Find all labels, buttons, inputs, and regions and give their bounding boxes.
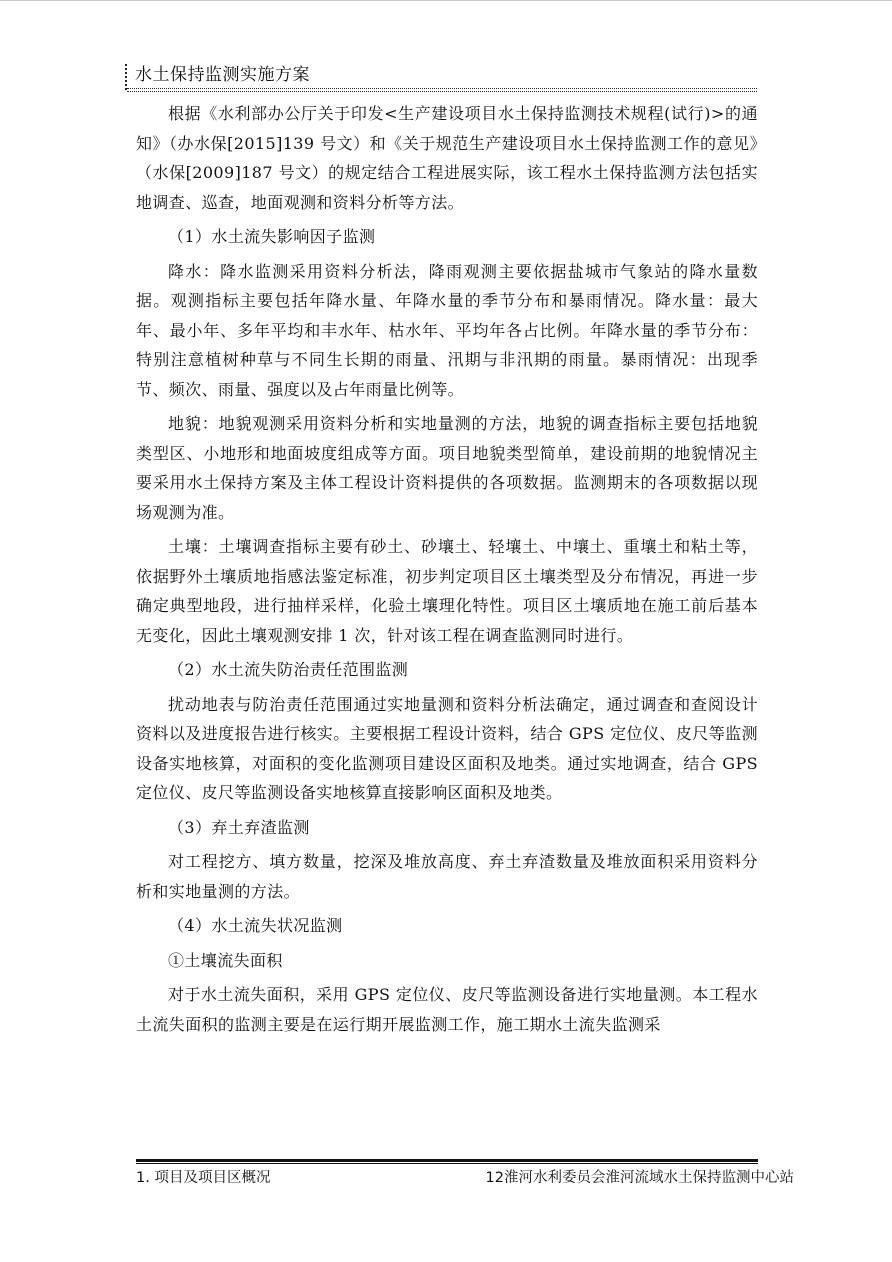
body-paragraph: 对于水土流失面积，采用 GPS 定位仪、皮尺等监测设备进行实地量测。本工程水土流失面积的监测主要是在运行期开展监测工作，施工期水土流失监测采 — [136, 985, 758, 1034]
section-heading: （4）水土流失状况监测 — [168, 916, 343, 935]
footer-chapter-label: 1. 项目及项目区概况 — [136, 1170, 271, 1186]
footer-page-and-organization: 12淮河水利委员会淮河流域水土保持监测中心站 — [485, 1170, 794, 1186]
section-heading: （1）水土流失影响因子监测 — [168, 227, 376, 246]
body-paragraph: 根据《水利部办公厅关于印发<生产建设项目水土保持监测技术规程(试行)>的通知》（办水保[2015]139 号文）和《关于规范生产建设项目水土保持监测工作的意见》（水保[2009]187 号文）的规定结合工程进展实际，该工程水土保持监测方法包括实地调查、巡查，地面观测和资料分析等方法。 — [136, 104, 758, 212]
running-header-title: 水土保持监测实施方案 — [135, 65, 310, 85]
header-divider-secondary — [127, 91, 757, 92]
section-heading: （3）弃土弃渣监测 — [168, 817, 310, 837]
page-top-border — [0, 0, 892, 1]
section-heading: （2）水土流失防治责任范围监测 — [168, 660, 409, 679]
footer-divider-thin — [136, 1163, 758, 1164]
document-body — [136, 99, 758, 1044]
header-marker — [125, 64, 127, 90]
body-paragraph: 对工程挖方、填方数量，挖深及堆放高度、弃土弃渣数量及堆放面积采用资料分析和实地量测的方法。 — [136, 852, 758, 901]
subsection-heading: ①土壤流失面积 — [168, 950, 283, 970]
header-divider — [127, 88, 757, 89]
body-paragraph: 土壤：土壤调查指标主要有砂土、砂壤土、轻壤土、中壤土、重壤土和粘土等，依据野外土壤质地指感法鉴定标准，初步判定项目区土壤类型及分布情况，再进一步确定典型地段，进行抽样采样，化验土壤理化特性。项目区土壤质地在施工前后基本无变化，因此土壤观测安排 1 次，针对该工程在调查监测同时进行。 — [136, 537, 758, 645]
body-paragraph: 扰动地表与防治责任范围通过实地量测和资料分析法确定，通过调查和查阅设计资料以及进度报告进行核实。主要根据工程设计资料，结合 GPS 定位仪、皮尺等监测设备实地核算，对面积的变化监测项目建设区面积及地类。通过实地调查，结合 GPS 定位仪、皮尺等监测设备实地核算直接影响区面积及地类。 — [136, 694, 758, 802]
footer-divider-thick — [136, 1159, 758, 1162]
body-paragraph: 地貌：地貌观测采用资料分析和实地量测的方法，地貌的调查指标主要包括地貌类型区、小地形和地面坡度组成等方面。项目地貌类型简单，建设前期的地貌情况主要采用水土保持方案及主体工程设计资料提供的各项数据。监测期末的各项数据以现场观测为准。 — [136, 414, 758, 522]
body-paragraph: 降水：降水监测采用资料分析法，降雨观测主要依据盐城市气象站的降水量数据。观测指标主要包括年降水量、年降水量的季节分布和暴雨情况。降水量：最大年、最小年、多年平均和丰水年、枯水年、平均年各占比例。年降水量的季节分布：特别注意植树种草与不同生长期的雨量、汛期与非汛期的雨量。暴雨情况：出现季节、频次、雨量、强度以及占年雨量比例等。 — [136, 261, 758, 399]
